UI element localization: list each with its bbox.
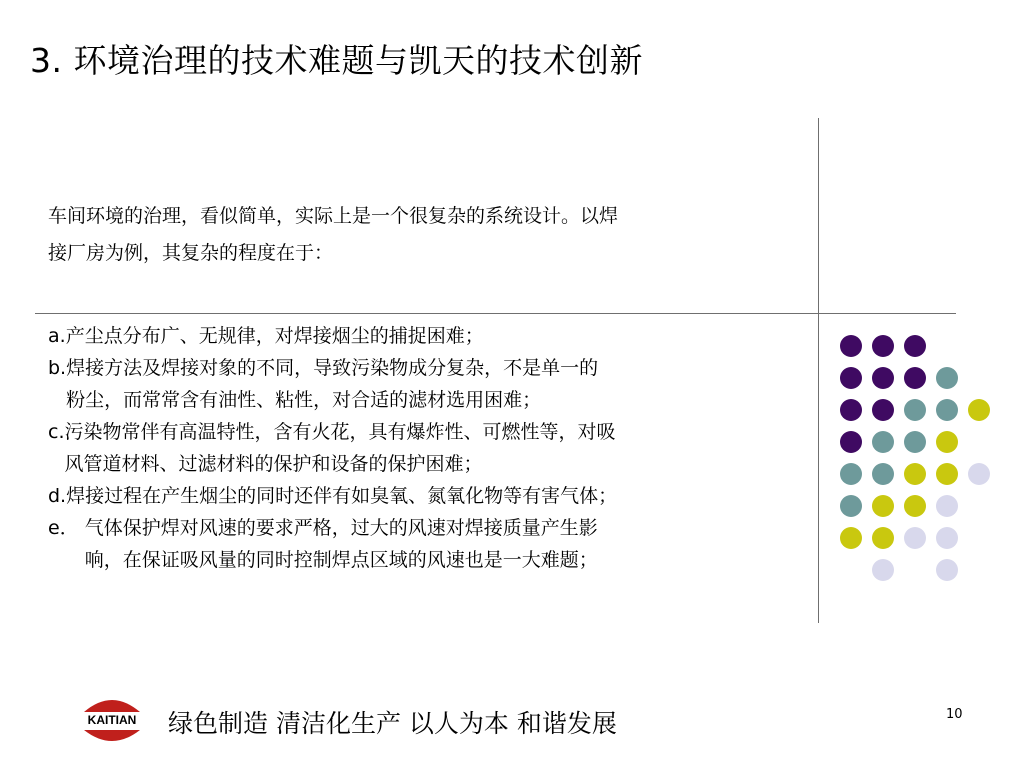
decorative-dot [840,495,862,517]
difficulty-list [48,320,823,576]
list-item-line: 污染物常伴有高温特性，含有火花，具有爆炸性、可燃性等，对吸 [64,421,616,443]
decorative-dot [968,463,990,485]
decorative-dot [936,431,958,453]
decorative-dot [936,463,958,485]
intro-line: 车间环境的治理，看似简单，实际上是一个很复杂的系统设计。以焊 [48,205,619,227]
list-item [48,352,823,416]
list-item [48,512,823,576]
list-item-line: 响，在保证吸风量的同时控制焊点区域的风速也是一大难题； [84,549,598,571]
decorative-dot [904,527,926,549]
decorative-dot [840,527,862,549]
decorative-dot [872,335,894,357]
decorative-dot [904,495,926,517]
slide-title: 3. 环境治理的技术难题与凯天的技术创新 [30,41,643,80]
decorative-dot [936,367,958,389]
list-item-line: 焊接方法及焊接对象的不同，导致污染物成分复杂，不是单一的 [66,357,599,379]
decorative-dot [904,335,926,357]
list-item-label: b. [48,357,67,379]
logo-text: KAITIAN [87,713,137,727]
footer-slogan: 绿色制造 清洁化生产 以人为本 和谐发展 [168,709,617,738]
list-item-label: d. [48,485,67,507]
list-item-text [66,352,823,416]
intro-paragraph [48,198,823,272]
list-item-label: e． [48,517,79,539]
list-item [48,480,823,512]
decorative-dot [872,559,894,581]
list-item-line: 粉尘，而常常含有油性、粘性，对合适的滤材选用困难； [66,389,542,411]
list-item-line: 产尘点分布广、无规律，对焊接烟尘的捕捉困难； [65,325,484,347]
decorative-dot [904,399,926,421]
decorative-dot [904,367,926,389]
list-item [48,416,823,480]
decorative-dot [872,367,894,389]
decorative-dot [872,431,894,453]
decorative-dot [840,431,862,453]
kaitian-logo-icon [80,690,144,744]
decorative-dot [936,399,958,421]
decorative-dot [872,399,894,421]
list-item-line: 焊接过程在产生烟尘的同时还伴有如臭氧、氮氧化物等有害气体； [66,485,618,507]
horizontal-divider [35,313,956,314]
list-item-text [66,480,823,512]
list-item-label: a. [48,325,66,347]
decorative-dot [936,495,958,517]
kaitian-logo [80,690,144,744]
decorative-dot [904,431,926,453]
decorative-dot [936,527,958,549]
decorative-dot [840,335,862,357]
list-item-label: c. [48,421,65,443]
intro-line: 接厂房为例，其复杂的程度在于： [48,242,334,264]
list-item-text [66,320,823,352]
decorative-dot [872,495,894,517]
decorative-dot [872,527,894,549]
list-item-line: 风管道材料、过滤材料的保护和设备的保护困难； [64,453,483,475]
decorative-dot [840,399,862,421]
list-item-line: 气体保护焊对风速的要求严格，过大的风速对焊接质量产生影 [84,517,598,539]
decorative-dot [936,559,958,581]
list-item [48,320,823,352]
decorative-dot [904,463,926,485]
list-item-text [85,512,823,576]
page-number: 10 [946,707,963,722]
list-item-text [65,416,824,480]
decorative-dot [968,399,990,421]
decorative-dot [872,463,894,485]
decorative-dot [840,367,862,389]
decorative-dot [840,463,862,485]
